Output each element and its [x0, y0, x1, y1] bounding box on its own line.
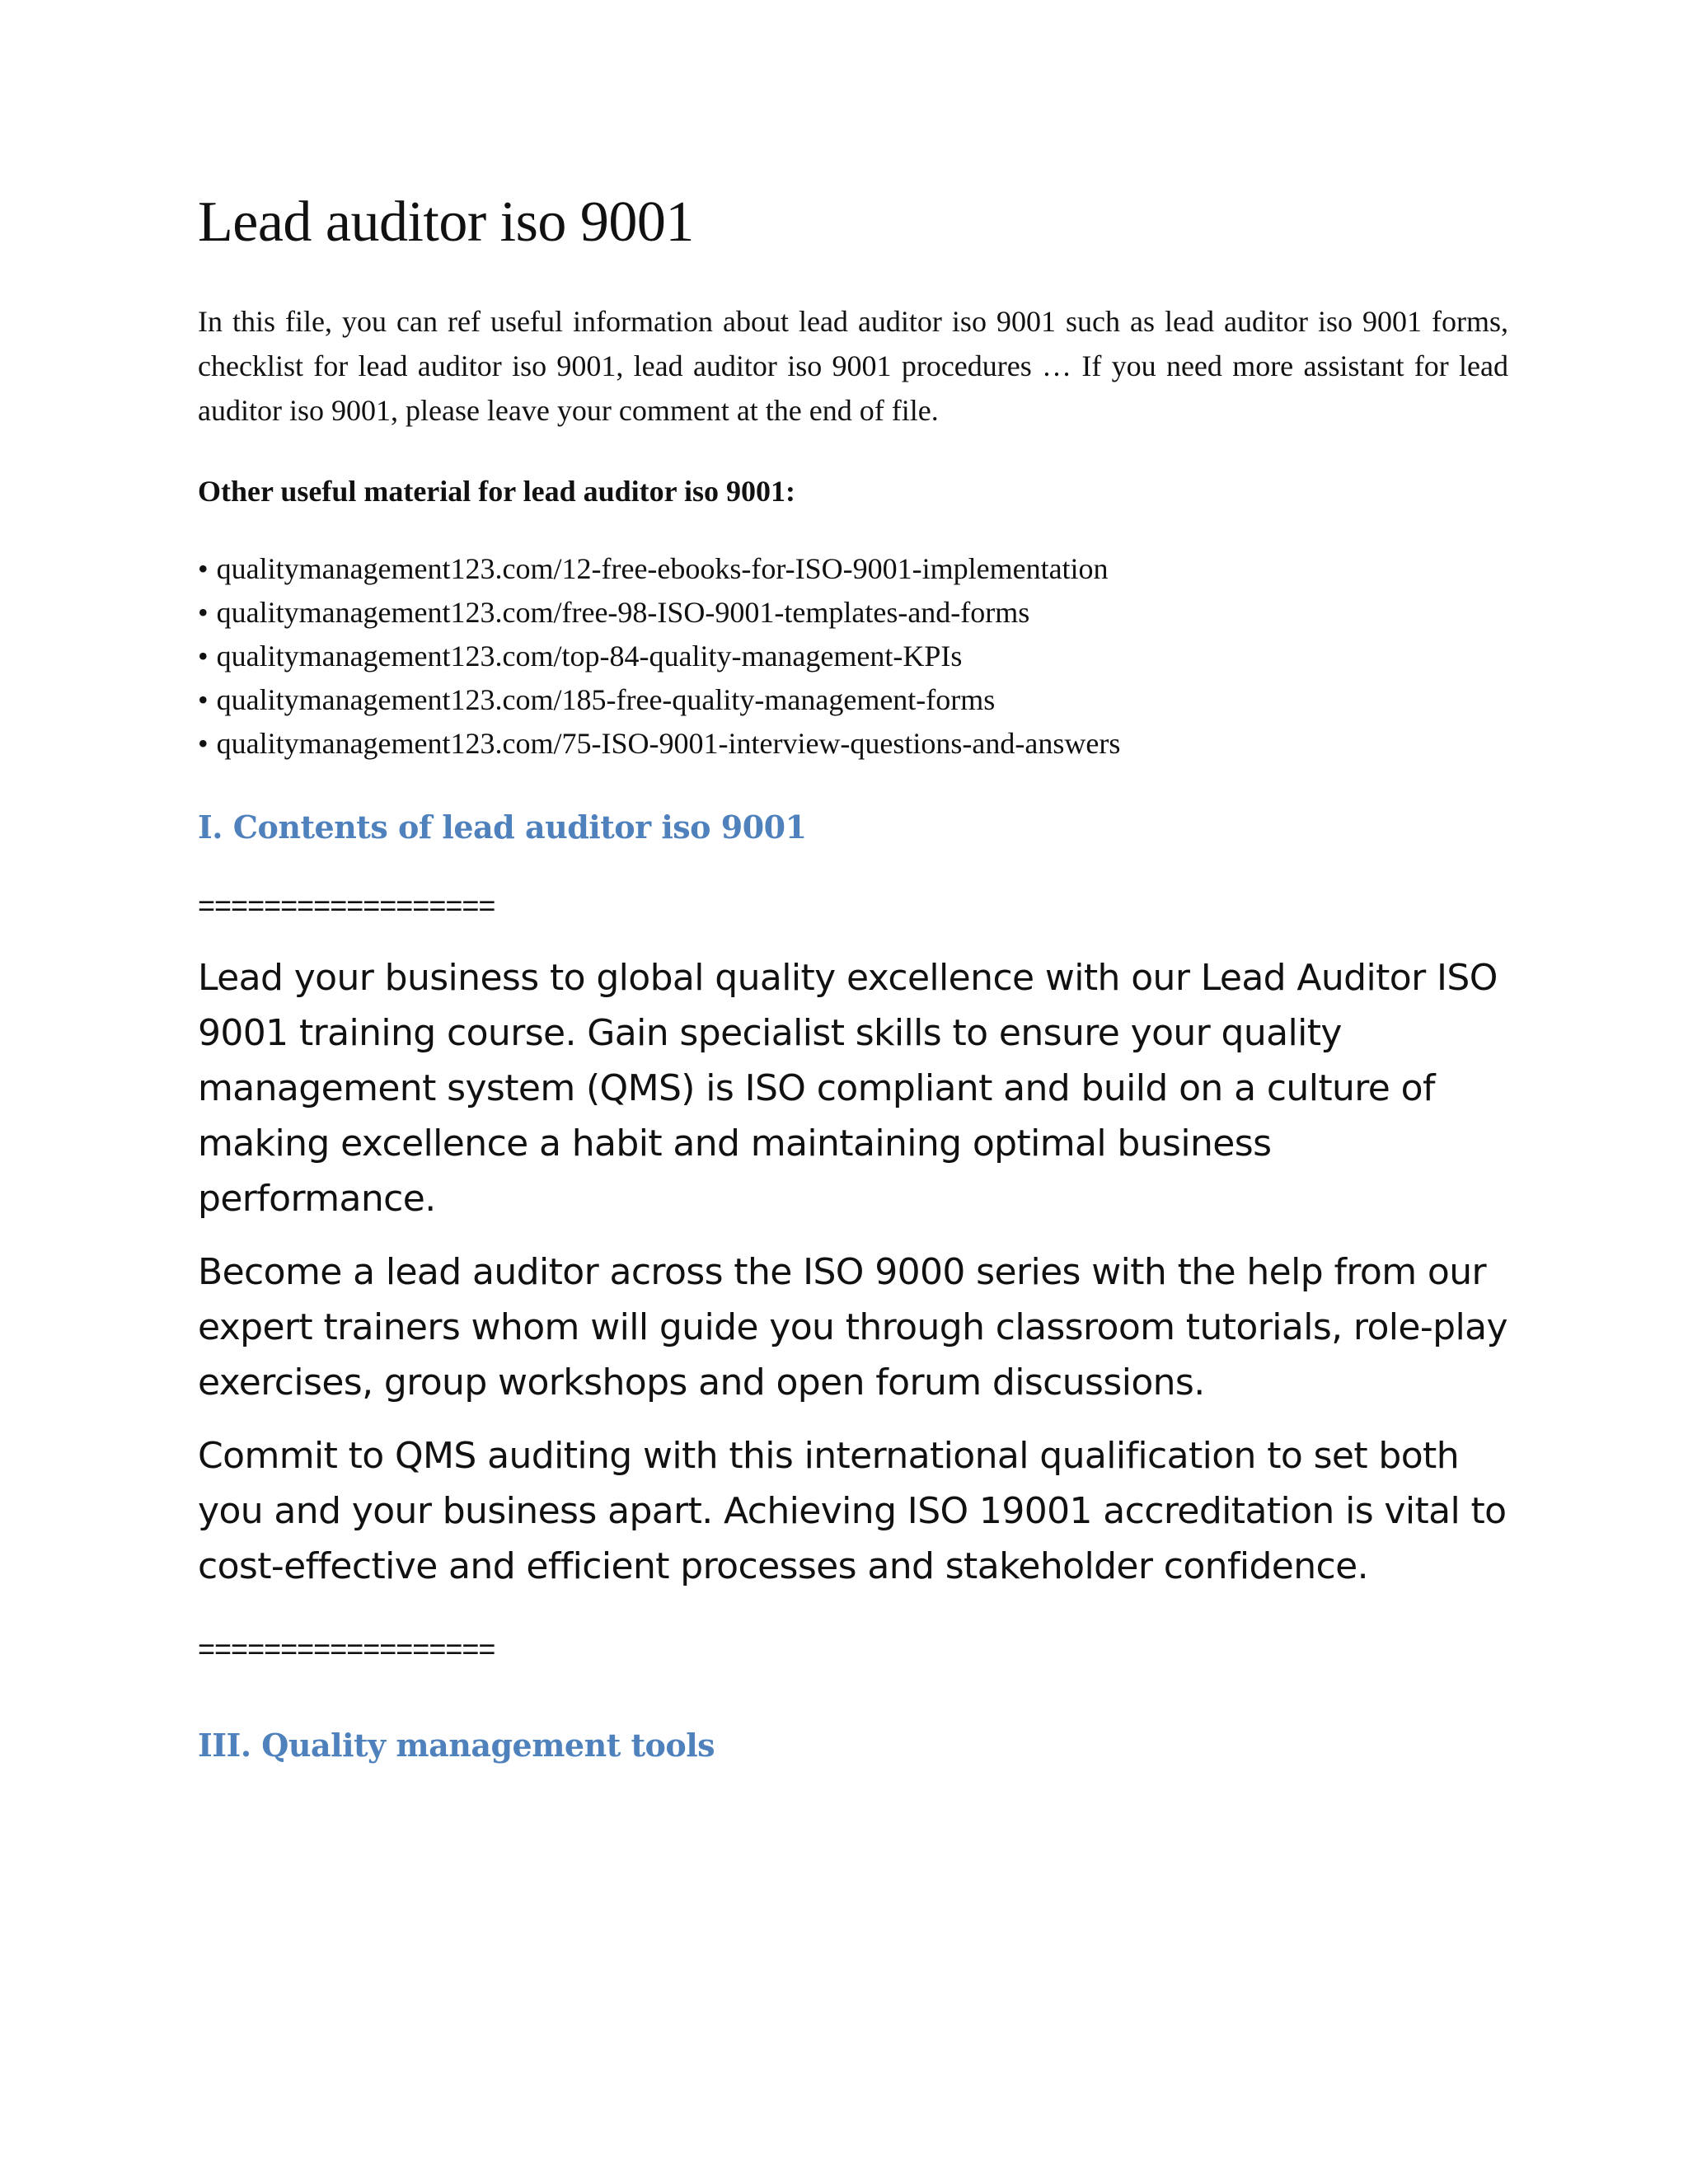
section-heading-tools: III. Quality management tools — [198, 1726, 715, 1764]
content-paragraph: Lead your business to global quality excellence with our Lead Auditor ISO 9001 training course. Gain specialist skills to ensure your quality management system (QMS) is ISO compliant and build on a culture of making excellence a habit and maintaining optimal business performance. — [198, 957, 1498, 1221]
document-page — [198, 190, 1508, 1805]
material-link[interactable]: • qualitymanagement123.com/top-84-quality-management-KPIs — [198, 635, 1508, 678]
content-paragraph: Become a lead auditor across the ISO 9000 series with the help from our expert trainers whom will guide you through classroom tutorials, role-play exercises, group workshops and open forum discussions. — [198, 1251, 1507, 1404]
material-link[interactable]: • qualitymanagement123.com/75-ISO-9001-interview-questions-and-answers — [198, 722, 1508, 766]
other-material-heading: Other useful material for lead auditor iso 9001: — [198, 474, 795, 508]
content-paragraph: Commit to QMS auditing with this international qualification to set both you and your business apart. Achieving ISO 19001 accreditation is vital to cost-effective and efficient processes and stakeholder confidence. — [198, 1435, 1507, 1588]
material-links-list — [198, 547, 1508, 766]
section-heading-contents: I. Contents of lead auditor iso 9001 — [198, 808, 807, 846]
material-link[interactable]: • qualitymanagement123.com/free-98-ISO-9001-templates-and-forms — [198, 591, 1508, 635]
material-link[interactable]: • qualitymanagement123.com/12-free-ebooks-for-ISO-9001-implementation — [198, 547, 1508, 591]
document-title: Lead auditor iso 9001 — [198, 190, 694, 254]
intro-paragraph: In this file, you can ref useful information about lead auditor iso 9001 such as lead auditor iso 9001 forms, checklist for lead auditor iso 9001, lead auditor iso 9001 procedures … If you need more assistant for lead auditor iso 9001, please leave your comment at the end of file. — [198, 304, 1508, 427]
separator-line: ================== — [198, 888, 495, 923]
material-link[interactable]: • qualitymanagement123.com/185-free-quality-management-forms — [198, 678, 1508, 722]
separator-line: ================== — [198, 1632, 495, 1666]
